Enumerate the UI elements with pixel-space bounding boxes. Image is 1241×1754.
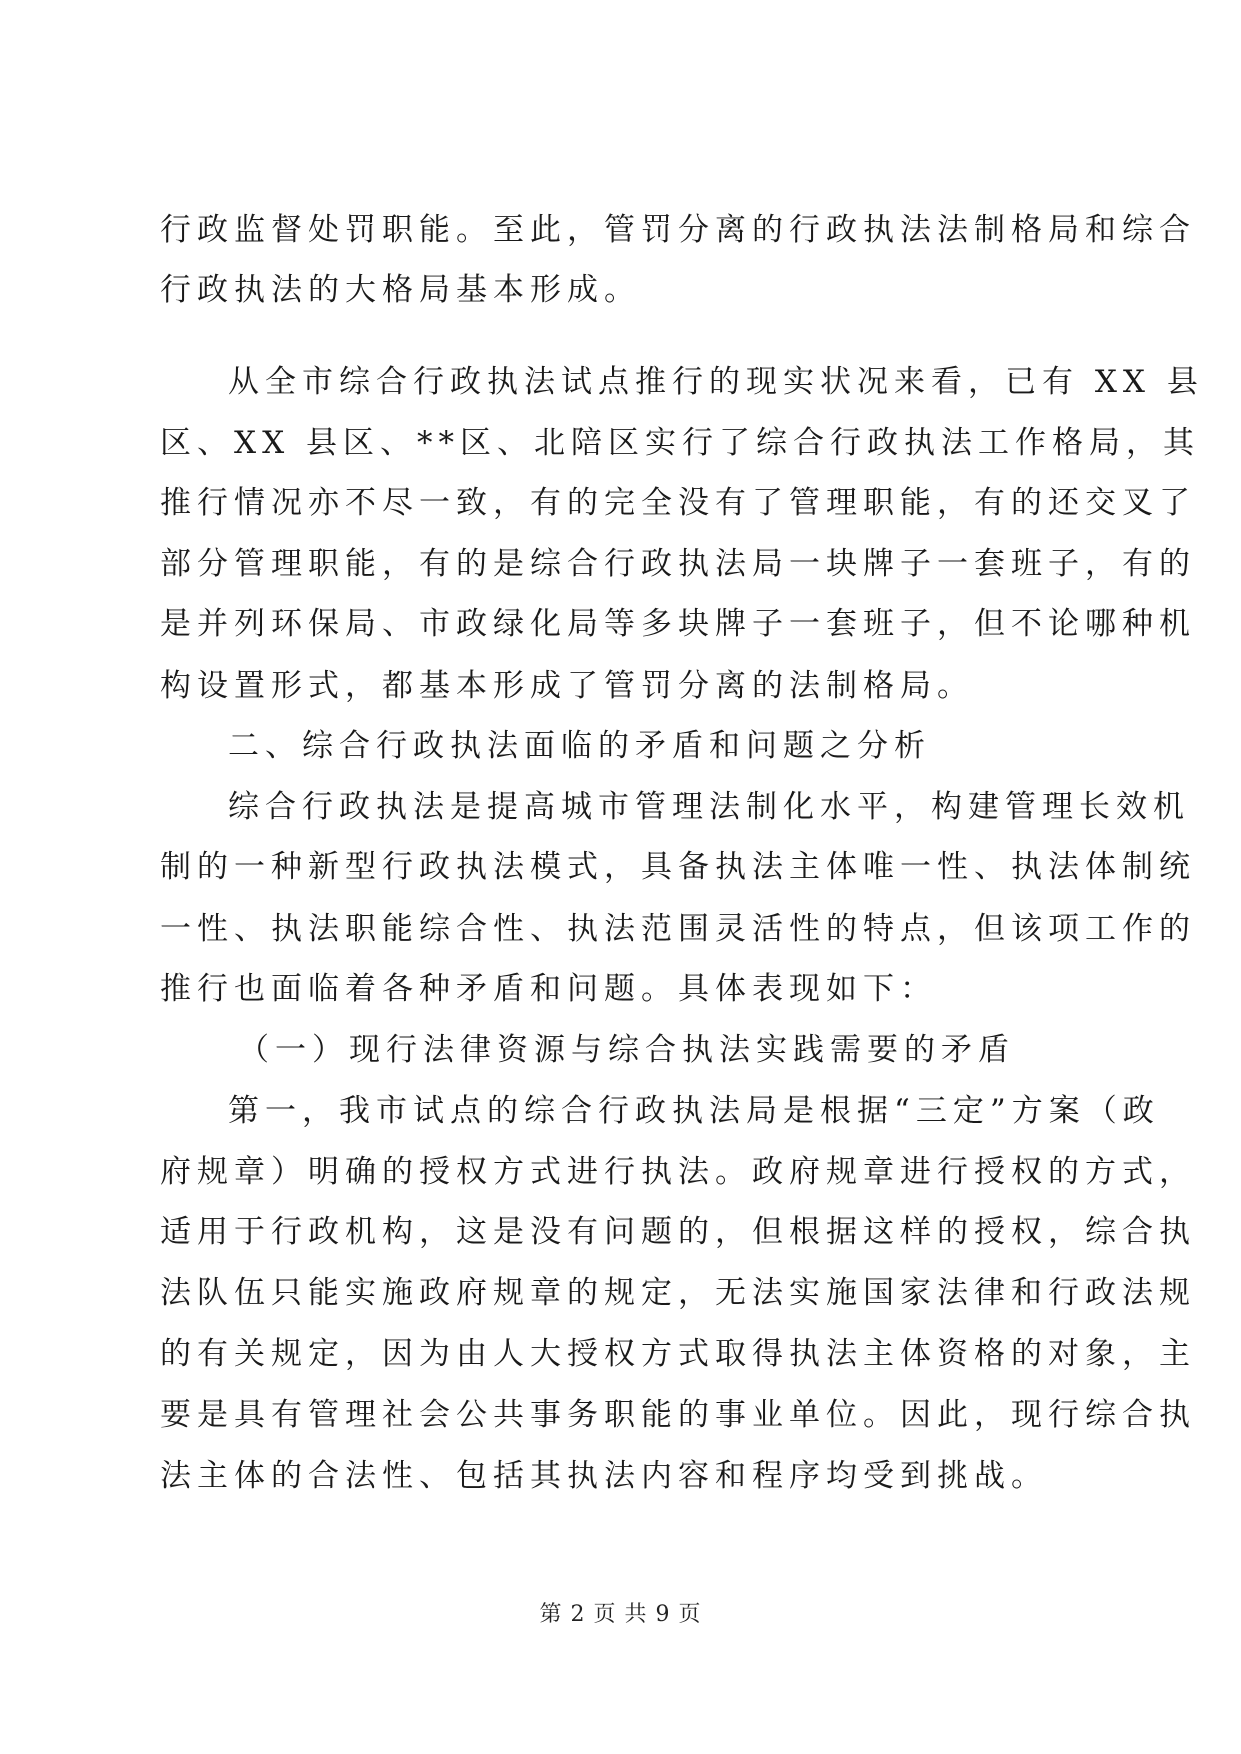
paragraph-line: 是并列环保局、市政绿化局等多块牌子一套班子，但不论哪种机 xyxy=(160,606,1196,642)
section-heading: 二、综合行政执法面临的矛盾和问题之分析 xyxy=(228,728,931,764)
paragraph-line: 一性、执法职能综合性、执法范围灵活性的特点，但该项工作的 xyxy=(160,911,1196,947)
paragraph-line: 第一，我市试点的综合行政执法局是根据“三定”方案（政 xyxy=(228,1093,1160,1129)
paragraph-line: 区、XX 县区、**区、北陪区实行了综合行政执法工作格局，其 xyxy=(160,425,1200,461)
paragraph-line: 推行情况亦不尽一致，有的完全没有了管理职能，有的还交叉了 xyxy=(160,485,1196,521)
paragraph-line: 从全市综合行政执法试点推行的现实状况来看，已有 XX 县 xyxy=(228,364,1204,400)
paragraph-line: 要是具有管理社会公共事务职能的事业单位。因此，现行综合执 xyxy=(160,1397,1196,1433)
paragraph-line: 法主体的合法性、包括其执法内容和程序均受到挑战。 xyxy=(160,1458,1048,1494)
subsection-heading: （一）现行法律资源与综合执法实践需要的矛盾 xyxy=(238,1032,1015,1068)
paragraph-line: 推行也面临着各种矛盾和问题。具体表现如下： xyxy=(160,971,937,1007)
page-number: 第 2 页 共 9 页 xyxy=(539,1602,702,1627)
paragraph-line: 行政执法的大格局基本形成。 xyxy=(160,272,641,308)
paragraph-line: 构设置形式，都基本形成了管罚分离的法制格局。 xyxy=(160,668,974,704)
paragraph-line: 部分管理职能，有的是综合行政执法局一块牌子一套班子，有的 xyxy=(160,546,1196,582)
paragraph-line: 适用于行政机构，这是没有问题的，但根据这样的授权，综合执 xyxy=(160,1214,1196,1250)
paragraph-line: 综合行政执法是提高城市管理法制化水平，构建管理长效机 xyxy=(228,789,1190,825)
paragraph-line: 制的一种新型行政执法模式，具备执法主体唯一性、执法体制统 xyxy=(160,849,1196,885)
paragraph-line: 行政监督处罚职能。至此，管罚分离的行政执法法制格局和综合 xyxy=(160,212,1196,248)
paragraph-line: 法队伍只能实施政府规章的规定，无法实施国家法律和行政法规 xyxy=(160,1275,1196,1311)
paragraph-line: 的有关规定，因为由人大授权方式取得执法主体资格的对象，主 xyxy=(160,1336,1196,1372)
paragraph-line: 府规章）明确的授权方式进行执法。政府规章进行授权的方式， xyxy=(160,1154,1196,1190)
